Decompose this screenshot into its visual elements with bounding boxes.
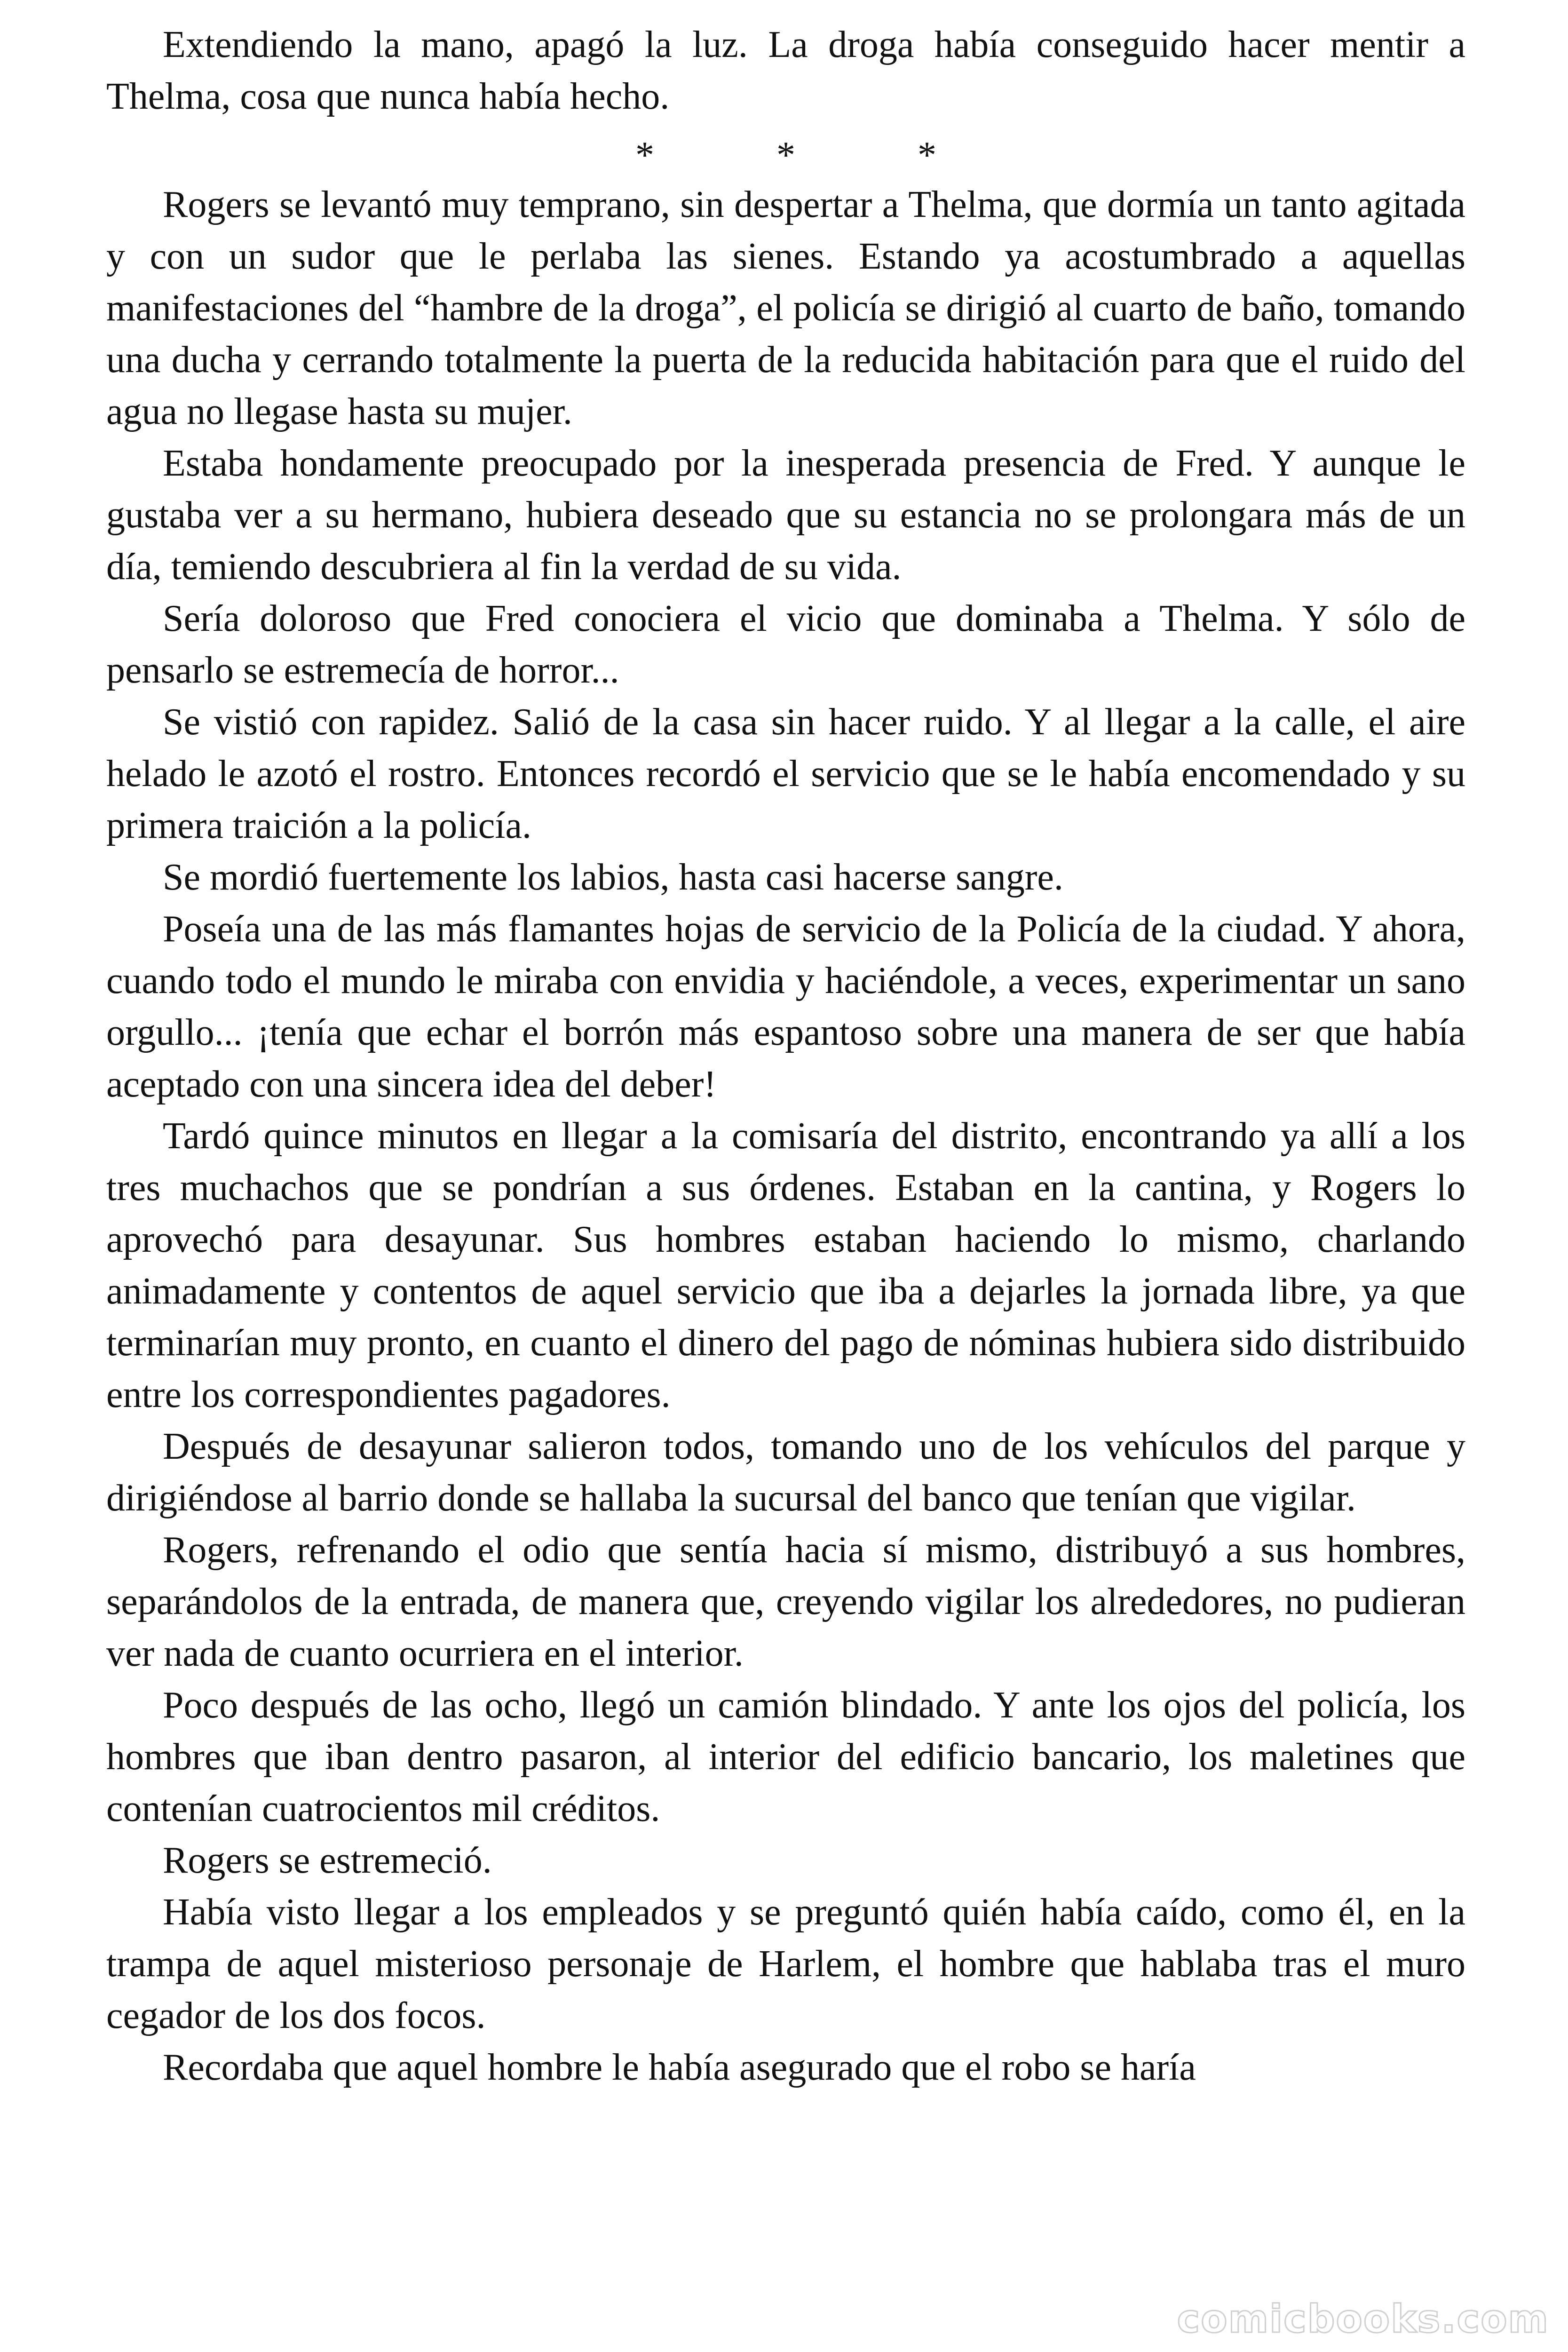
paragraph: Rogers se estremeció. — [163, 1840, 492, 1881]
watermark: comicbooks.com — [1177, 2297, 1549, 2342]
paragraph: Tardó quince minutos en llegar a la comisaría del distrito, encontrando ya allí a los tres muchachos que se pondrían a sus órdenes. Estaban en la cantina, y Rogers lo aprovechó para desayunar. Sus hombres estaban haciendo lo mismo, charlando animadamente y contentos de aquel servicio que iba a dejarles la jornada libre, ya que terminarían muy pronto, en cuanto el dinero del pago de nóminas hubiera sido distribuido entre los correspondientes pagadores. — [106, 1115, 1465, 1415]
text-block-before — [106, 19, 1465, 122]
paragraph: Rogers se levantó muy temprano, sin despertar a Thelma, que dormía un tanto agitada y con un sudor que le perlaba las sienes. Estando ya acostumbrado a aquellas manifestaciones del “hambre de la droga”, el policía se dirigió al cuarto de baño, tomando una ducha y cerrando totalmente la puerta de la reducida habitación para que el ruido del agua no llegase hasta su mujer. — [106, 184, 1465, 432]
paragraph: Poseía una de las más flamantes hojas de servicio de la Policía de la ciudad. Y ahora, cuando todo el mundo le miraba con envidia y haciéndole, a veces, experimentar un sano orgullo... ¡tenía que echar el borrón más espantoso sobre una manera de ser que había aceptado con una sincera idea del deber! — [106, 908, 1465, 1105]
paragraph: Sería doloroso que Fred conociera el vicio que dominaba a Thelma. Y sólo de pensarlo se estremecía de horror... — [106, 598, 1465, 691]
paragraph: Se vistió con rapidez. Salió de la casa sin hacer ruido. Y al llegar a la calle, el aire helado le azotó el rostro. Entonces recordó el servicio que se le había encomendado y su primera traición a la policía. — [106, 701, 1465, 846]
section-separator: * * * — [635, 135, 993, 176]
paragraph: Recordaba que aquel hombre le había asegurado que el robo se haría — [163, 2047, 1196, 2088]
paragraph: Se mordió fuertemente los labios, hasta casi hacerse sangre. — [163, 857, 1063, 898]
paragraph: Había visto llegar a los empleados y se preguntó quién había caído, como él, en la trampa de aquel misterioso personaje de Harlem, el hombre que hablaba tras el muro cegador de los dos focos. — [106, 1891, 1465, 2036]
paragraph: Rogers, refrenando el odio que sentía hacia sí mismo, distribuyó a sus hombres, separándolos de la entrada, de manera que, creyendo vigilar los alrededores, no pudieran ver nada de cuanto ocurriera en el interior. — [106, 1529, 1465, 1674]
paragraph: Poco después de las ocho, llegó un camión blindado. Y ante los ojos del policía, los hombres que iban dentro pasaron, al interior del edificio bancario, los maletines que contenían cuatrocientos mil créditos. — [106, 1685, 1465, 1829]
paragraph: Después de desayunar salieron todos, tomando uno de los vehículos del parque y dirigiéndose al barrio donde se hallaba la sucursal del banco que tenían que vigilar. — [106, 1426, 1465, 1519]
paragraph: Extendiendo la mano, apagó la luz. La droga había conseguido hacer mentir a Thelma, cosa que nunca había hecho. — [106, 24, 1465, 117]
paragraph: Estaba hondamente preocupado por la inesperada presencia de Fred. Y aunque le gustaba ver a su hermano, hubiera deseado que su estancia no se prolongara más de un día, temiendo descubriera al fin la verdad de su vida. — [106, 443, 1465, 588]
text-block-after — [106, 179, 1465, 2093]
